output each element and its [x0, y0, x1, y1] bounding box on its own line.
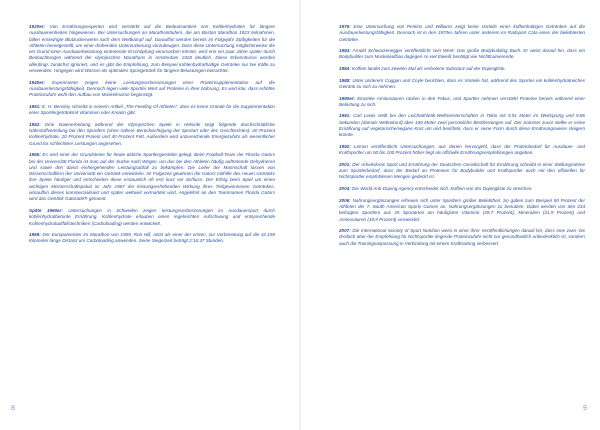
timeline-entry	[339, 24, 585, 43]
entry-year: 1988:	[339, 77, 351, 83]
timeline-entry	[29, 24, 275, 74]
timeline-entry	[29, 80, 275, 99]
entry-year: 2001:	[339, 161, 351, 167]
timeline-entry	[339, 144, 585, 157]
entry-year: 1992:	[339, 143, 351, 149]
timeline-entry	[339, 48, 585, 61]
timeline-entry	[29, 152, 275, 202]
entry-year: Späte 1960er:	[29, 207, 63, 213]
entry-text: Koffein landet zum zweiten Mal als verbotene Substanz auf der Dopingliste.	[350, 66, 506, 72]
timeline-entry	[29, 122, 275, 147]
entry-year: 2007:	[339, 228, 351, 234]
timeline-entry	[339, 96, 585, 109]
timeline-entry	[339, 162, 585, 181]
entry-year: 1951:	[29, 103, 41, 109]
left-page-text-column	[29, 24, 275, 250]
entry-text: Eine Untersuchung von Perkins und Williams zeigt keine Vorteile eines koffeinhaltigen Getränkes auf die Ausdauerleistungsfähigkeit. Dennoch ist in den 1970er-Jahren unter anderem im Radsport Cola eines der beliebtesten Getränke.	[339, 24, 585, 42]
entry-text: Einzelne Aminosäuren rücken in den Fokus, und Sportler nehmen verstärkt Proteine bereits während einer Belastung zu sich.	[339, 95, 585, 107]
timeline-entry	[339, 228, 585, 247]
entry-text: Nahrungsergänzungen erfreuen sich unter Sportlern großer Beliebtheit. So gaben zum Beispiel 50 Prozent der Athleten der 7. South American Sports Games an, Nahrungsergänzungen zu benutzen. Dabei werden von den 234 befragten Sportlern aus 25 Sportarten am häufigsten Vitamine (39,7 Prozent), Mineralien (21,9 Prozent) und Aminosäuren (18,9 Prozent) verwendet.	[339, 197, 585, 222]
timeline-entry	[339, 66, 585, 72]
entry-text: Von Ernährungsexperten wird verstärkt auf die Bedeutsamkeit von Kohlenhydraten für längere Ausdauereinheiten hingewiesen. Bei Untersuchungen an Marathonläufern, die am Boston Marathon 1923 teilnahmen, fallen erniedrigte Blutzuckerwerte nach dem Wettkampf auf. Daraufhin werden bereits im Folgejahr Süßigkeiten für die Athleten bereitgestellt, um einer drohenden Unterzuckerung vorzubeugen. Dass diese Untersuchung möglicherweise die ein Grund einer Ausdauerbelastung eintretende Erschöpfung verursachen könnte, wird erst ein paar Jahre später durch Beobachtungen während der olympischen Marathons in Amsterdam 1928 deutlich. Diese Erkenntnisse werden allerdings zunächst ignoriert, und es gibt die Empfehlung, zum Beispiel kohlenhydrathaltige Getränke nur bei Kälte zu verwenden. Hingegen wird Wasser als optimales Sportgetränk für längere Belastungen betrachtet.	[29, 24, 275, 74]
entry-year: 1940er:	[29, 79, 46, 85]
entry-year: 1984:	[339, 48, 351, 54]
entry-text: Lemon veröffentlicht Untersuchungen, aus denen hervorgeht, dass der Proteinbedarf für Ausdauer- und Kraftsportler um 50 bis 100 Prozent höher liegt als offizielle Ernährungsempfehlungen angeben.	[339, 143, 585, 156]
entry-year: 2004:	[339, 186, 351, 192]
entry-year: 2006:	[339, 197, 351, 203]
entry-year: 1984:	[339, 66, 351, 72]
entry-text: Der Arbeitskreis Sport und Ernährung der Deutschen Gesellschaft für Ernährung schreibt in einer Stellungnahme zum Sportlerbedarf, dass der Bedarf an Proteinen für Bodybuilder und Kraftsportler auch mit den offiziellen für Nichtsportler empfohlenen Mengen gedeckt ist.	[339, 161, 585, 180]
entry-year: 1991:	[339, 113, 351, 119]
right-page	[301, 0, 600, 430]
entry-year: 1920er:	[29, 24, 46, 29]
entry-text: Der Europameister im Marathon von 1969, Ron Hill, setzt als einer der ersten, zur Vorbereitung auf die 42.195 Kilometer lange Distanz um Carboloading anwenden. Seine Siegerzeit beträgt 2:16:47 Stunden.	[29, 232, 275, 244]
timeline-entry	[29, 232, 275, 245]
timeline-entry	[339, 198, 585, 223]
entry-text: Die International Society of Sport Nutrition weist in einer ihrer Veröffentlichungen darauf hin, dass eine zwei- bis dreifach über der Empfehlung für Nichtsportler liegende Proteinzufuhr nicht nur gesundheitlich unbedenklich ist, sondern auch die Trainingsanpassung in Verbindung mit einem Krafttraining verbessert.	[339, 228, 585, 246]
timeline-entry	[29, 208, 275, 227]
timeline-entry	[339, 78, 585, 91]
entry-text: E. H. Bensley schreibt in seinem Artikel „The Feeding Of Athletes“, dass es keine Gründe für die Supplementation einer Sportlergetränkmit Vitaminen oder Kreatin gibt.	[29, 103, 275, 116]
timeline-entry	[339, 186, 585, 192]
right-page-text-column	[339, 24, 585, 252]
entry-text: Untersuchungen in Schweden zeigen leistungsverbesserungen im Ausdauersport durch kohlenhydratbetonte Ernährung. Kohlenhydrate erlauben einen regelrechten Aufschwung und entsprechende Kohlenhydratauffüllstechniken (Carboloading) werden entwickelt.	[29, 207, 275, 226]
entry-year: 1965:	[29, 152, 41, 158]
entry-text: Experimente zeigen keine Leistungsverbesserungen einer Proteinsupplementation auf die Ausdauerleistungsfähigkeit. Dennoch legen viele Sportler Wert auf Proteine in ihrer Nahrung. Es wird klar, dass erhöhte Proteinzufuhr wohl den Aufbau von Muskelmasse begünstigt.	[29, 79, 275, 98]
entry-year: 1975:	[339, 24, 351, 29]
entry-text: Arnold Schwarzenegger veröffentlicht sein Werk: Das große Bodybuilding Buch. Er weist darauf hin, dass ein Bodybuilder zum Muskelaufbau dagegen so viel Eiweiß benötigt wie Nichttrainierende.	[339, 48, 585, 60]
right-page-number: 9	[583, 405, 587, 412]
entry-text: Die World Anti-Doping Agency entscheidet sich, Koffein von der Dopingliste zu streichen.	[350, 186, 533, 192]
left-page-number: 8	[11, 405, 15, 412]
entry-year: 1952:	[29, 121, 41, 127]
entry-year: 1969:	[29, 232, 41, 238]
entry-text: Carl Lewis stellt bei den Leichtathletik-Weltmeisterschaften in Tokio mit 9,91 Meter im Weitsprung und 9,86 Sekunden (damals Weltrekord) über 100 Meter zwei persönliche Bestleistungen auf. Der Sommer zuvor stellte er seine Ernährung auf vegetarische/vegane Kost um und berichtet, dass er seine Form durch diese Ernährungsweise steigern konnte.	[339, 113, 585, 138]
entry-text: Eine Datenerhebung während der Olympischen Spiele in Helsinki zeigt folgende durchschnittliche Nährstoffverteilung bei den Sportlern (ohne nähere Berücksichtigung der Sportart oder des Geschlechtes): 40 Prozent Kohlenhydrate, 20 Prozent Protein und 40 Prozent Fett. Außerdem wird unzureichende Energiezufuhr als wesentlicher Grund für schlechtere Leistungen angesehen.	[29, 121, 275, 146]
entry-text: Unter anderem Coggan und Coyle berichten, dass es Vorteile hat, während des Sportes ein kohlenhydratreiches Getränk zu sich zu nehmen.	[339, 77, 585, 89]
timeline-entry	[339, 113, 585, 138]
entry-text: Es wird einer der Grundsteine für heute übliche Sportlergetränke gelegt. Beim Football-Team der Florida Gators bei der Universität Florida ist man auf der Suche nach Wegen, um das bei den Athleten häufig auftretende Dehydrieren und sowie den damit einhergehenden Leistungsabfall zu bekämpfen. Die Leiter der Mannschaft lassen von Wissenschaftlern der Universität ein Getränk entwickeln. Im Folgezeit gewinnen die Gators mithilfe des neuen Getränks ihre Spiele häufiger und entscheiden diese erstaunlich oft erst kurz vor Schluss. Der Erfolg beim Spiel um einen wichtigen Meisterschaftspokal im Jahr 1967 der leistungserhöhenden Wirkung ihres Tiefgewonnenen Getränkes, woraufhin dieses kommerzialisiert und später weltweit vermarktet wird. Angelehnt an den Teamnamen Florida Gators wird das Getränk Gatorade® genannt.	[29, 152, 275, 202]
timeline-entry	[29, 104, 275, 117]
entry-year: 1990er:	[339, 95, 356, 101]
left-page	[0, 0, 299, 430]
